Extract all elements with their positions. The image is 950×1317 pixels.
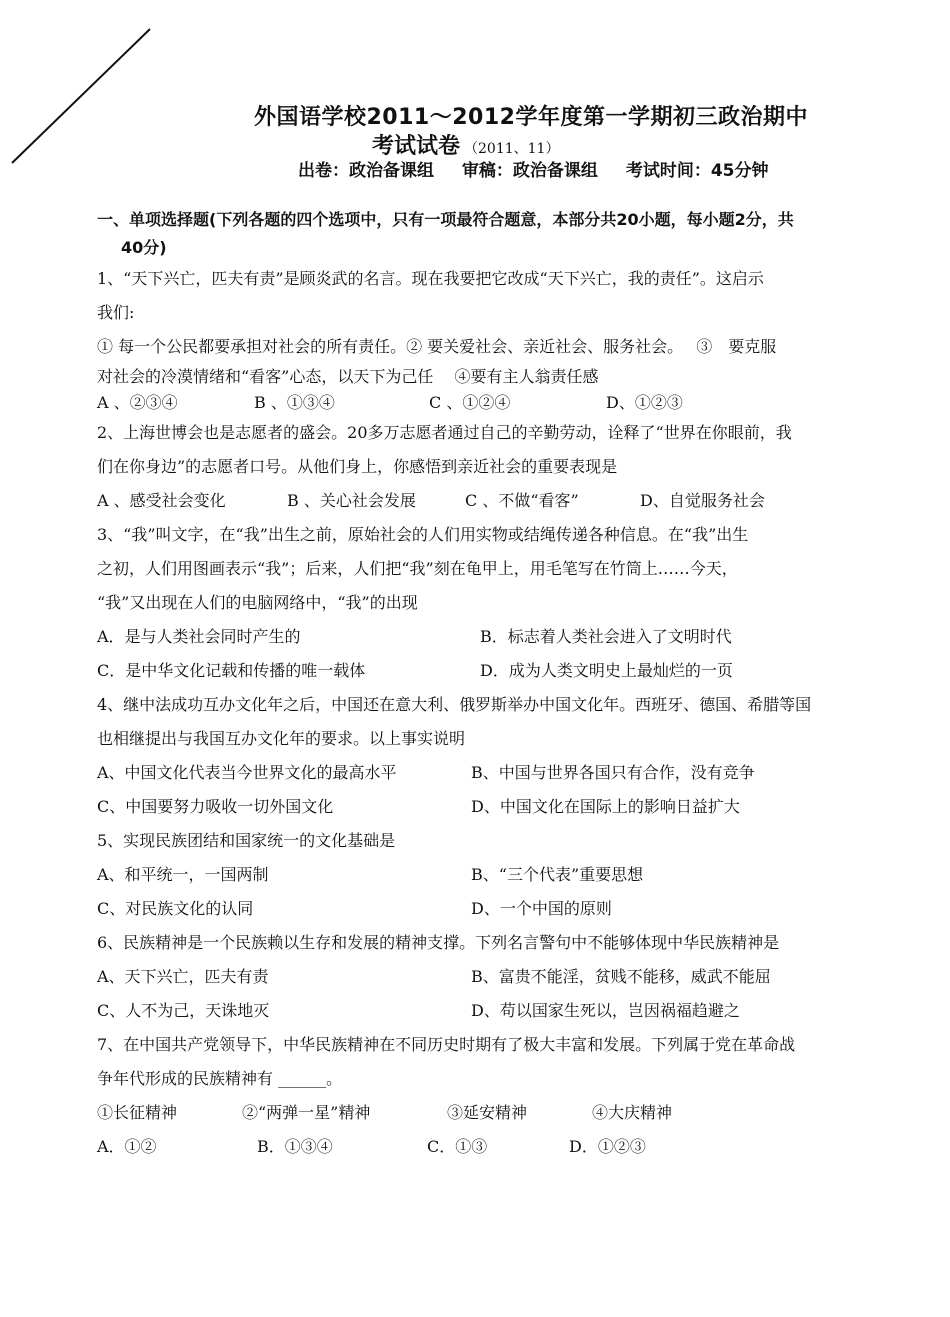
answer-options <box>97 892 857 926</box>
exam-duration: 考试时间：45分钟 <box>625 161 769 181</box>
option-d[interactable]: D、自觉服务社会 <box>640 491 765 510</box>
question-statement-line: 对社会的冷漠情绪和“看客”心态，以天下为己任 ④要有主人翁责任感 <box>97 367 599 386</box>
option-a[interactable]: A．是与人类社会同时产生的 <box>97 627 301 646</box>
option-b[interactable]: B 、关心社会发展 <box>287 491 416 510</box>
option-c[interactable]: C．①③ <box>427 1137 488 1156</box>
option-a[interactable]: A 、感受社会变化 <box>97 491 226 510</box>
question-stem-line: 们在你身边”的志愿者口号。从他们身上，你感悟到亲近社会的重要表现是 <box>97 457 618 476</box>
option-d[interactable]: D、中国文化在国际上的影响日益扩大 <box>471 797 740 816</box>
answer-options <box>97 620 857 654</box>
option-a[interactable]: A、天下兴亡，匹夫有责 <box>97 967 269 986</box>
question-stem-line: 4、继中法成功互办文化年之后，中国还在意大利、俄罗斯举办中国文化年。西班牙、德国、希腊等国 <box>97 695 812 714</box>
answer-options <box>97 1130 857 1164</box>
question-stem-line: 3、“我”叫文字，在“我”出生之前，原始社会的人们用实物或结绳传递各种信息。在“我”出生 <box>97 525 749 544</box>
question-stem-line: 2、上海世博会也是志愿者的盛会。20多万志愿者通过自己的辛勤劳动，诠释了“世界在你眼前，我 <box>97 423 792 442</box>
question-stem-line: 我们: <box>97 303 135 322</box>
option-c[interactable]: C 、不做“看客” <box>465 491 579 510</box>
section-heading-cont: 40分) <box>121 238 167 257</box>
answer-options <box>97 790 857 824</box>
option-c[interactable]: C、人不为己，天诛地灭 <box>97 1001 270 1020</box>
option-d[interactable]: D、一个中国的原则 <box>471 899 612 918</box>
exam-title: 外国语学校2011～2012学年度第一学期初三政治期中 <box>254 105 808 130</box>
option-c[interactable]: C、对民族文化的认同 <box>97 899 254 918</box>
exam-title-subject: 考试试卷 <box>372 134 461 159</box>
answer-options <box>97 654 857 688</box>
question-stem-line: 争年代形成的民族精神有 ______。 <box>97 1069 343 1088</box>
option-d[interactable]: D、苟以国家生死以，岂因祸福趋避之 <box>471 1001 740 1020</box>
exam-date: （2011、11） <box>464 141 560 157</box>
question-stem-line: 6、民族精神是一个民族赖以生存和发展的精神支撑。下列名言警句中不能够体现中华民族精神是 <box>97 933 780 952</box>
question-7 <box>97 1028 857 1164</box>
exam-reviewer: 审稿：政治备课组 <box>461 161 598 181</box>
option-a[interactable]: A．①② <box>97 1137 157 1156</box>
answer-options <box>97 756 857 790</box>
exam-meta <box>298 156 769 181</box>
exam-body <box>97 206 857 1164</box>
answer-options <box>97 994 857 1028</box>
option-a[interactable]: A、和平统一，一国两制 <box>97 865 269 884</box>
section-heading-text: 一、单项选择题(下列各题的四个选项中，只有一项最符合题意，本部分共20小题，每小题2分，共 <box>97 210 794 229</box>
question-stem-line: 也相继提出与我国互办文化年的要求。以上事实说明 <box>97 729 466 748</box>
option-c[interactable]: C．是中华文化记载和传播的唯一载体 <box>97 661 366 680</box>
answer-options <box>97 858 857 892</box>
corner-slash-line <box>0 0 160 170</box>
question-statement-line: ① 每一个公民都要承担对社会的所有责任。② 要关爱社会、亲近社会、服务社会。 ③ 要克服 <box>97 337 777 356</box>
section-heading <box>97 206 857 262</box>
question-stem-line: 之初，人们用图画表示“我”；后来，人们把“我”刻在龟甲上，用毛笔写在竹筒上……今天， <box>97 559 738 578</box>
option-b[interactable]: B 、①③④ <box>254 393 335 412</box>
question-1 <box>97 262 857 416</box>
option-d[interactable]: D．成为人类文明史上最灿烂的一页 <box>480 661 733 680</box>
question-stem-line: “我”又出现在人们的电脑网络中，“我”的出现 <box>97 593 418 612</box>
question-2 <box>97 416 857 518</box>
option-c[interactable]: C 、①②④ <box>429 393 511 412</box>
statement-4: ④大庆精神 <box>592 1103 673 1122</box>
question-4 <box>97 688 857 824</box>
question-stem-line: 7、在中国共产党领导下，中华民族精神在不同历史时期有了极大丰富和发展。下列属于党在革命战 <box>97 1035 796 1054</box>
answer-options <box>97 484 857 518</box>
option-b[interactable]: B、“三个代表”重要思想 <box>471 865 644 884</box>
statement-1: ①长征精神 <box>97 1103 178 1122</box>
answer-options <box>97 390 857 416</box>
statement-2: ②“两弹一星”精神 <box>242 1103 371 1122</box>
option-c[interactable]: C、中国要努力吸收一切外国文化 <box>97 797 334 816</box>
option-a[interactable]: A 、②③④ <box>97 393 178 412</box>
exam-setter: 出卷：政治备课组 <box>298 161 434 181</box>
option-d[interactable]: D、①②③ <box>606 393 683 412</box>
option-b[interactable]: B、富贵不能淫，贫贱不能移，威武不能屈 <box>471 967 771 986</box>
question-6 <box>97 926 857 1028</box>
answer-options <box>97 960 857 994</box>
question-3 <box>97 518 857 688</box>
question-stem-line: 5、实现民族团结和国家统一的文化基础是 <box>97 831 396 850</box>
option-d[interactable]: D．①②③ <box>569 1137 646 1156</box>
statement-options <box>97 1096 857 1130</box>
option-b[interactable]: B．①③④ <box>257 1137 333 1156</box>
question-stem-line: 1、“天下兴亡，匹夫有责”是顾炎武的名言。现在我要把它改成“天下兴亡，我的责任”。这启示 <box>97 269 764 288</box>
statement-3: ③延安精神 <box>447 1103 528 1122</box>
question-5 <box>97 824 857 926</box>
option-a[interactable]: A、中国文化代表当今世界文化的最高水平 <box>97 763 397 782</box>
option-b[interactable]: B．标志着人类社会进入了文明时代 <box>480 627 732 646</box>
option-b[interactable]: B、中国与世界各国只有合作，没有竞争 <box>471 763 755 782</box>
